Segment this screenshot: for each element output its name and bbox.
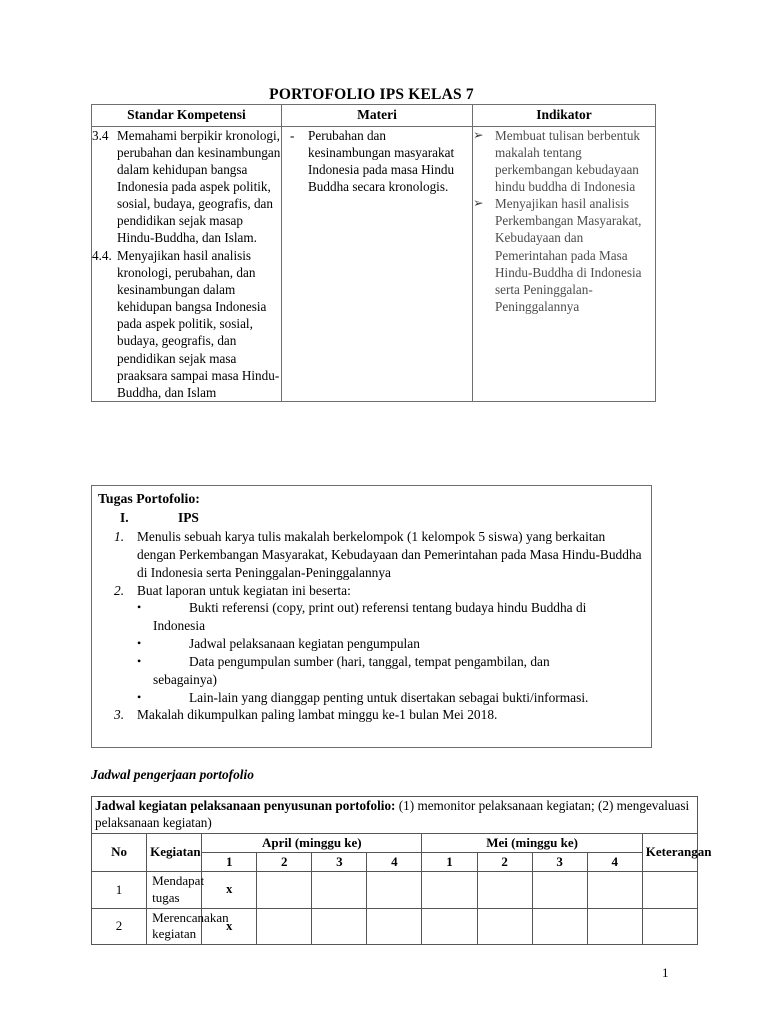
header-standar-kompetensi: Standar Kompetensi (92, 105, 282, 127)
week-header: 1 (422, 852, 477, 871)
arrow-bullet-icon: ➢ (473, 127, 484, 142)
dot-bullet-icon: • (137, 653, 142, 668)
tugas-item-text: Makalah dikumpulkan paling lambat minggu ke-1 bulan Mei 2018. (137, 707, 498, 723)
tugas-heading: Tugas Portofolio: (98, 491, 200, 506)
table-row (92, 871, 698, 908)
tugas-item (114, 528, 645, 581)
row-mark[interactable] (367, 908, 422, 945)
dot-bullet-icon: • (137, 689, 142, 704)
header-materi: Materi (282, 105, 473, 127)
row-mark[interactable] (532, 871, 587, 908)
row-mark[interactable] (422, 871, 477, 908)
tugas-roman-line (120, 509, 645, 527)
tugas-bullet-lead: Jadwal pelaksanaan kegiatan pengumpulan (189, 636, 420, 652)
tugas-item (114, 706, 645, 724)
indikator-entry (473, 127, 655, 196)
tugas-item-text: Buat laporan untuk kegiatan ini beserta: (137, 582, 351, 598)
row-mark[interactable] (477, 871, 532, 908)
materi-entry-text: Perubahan dan kesinambungan masyarakat Indonesia pada masa Hindu Buddha secara kronologis. (308, 127, 455, 194)
page-number: 1 (662, 965, 669, 980)
sk-entry-number: 3.4 (92, 127, 109, 143)
header-no: No (92, 833, 147, 871)
row-mark[interactable] (367, 871, 422, 908)
week-header: 1 (202, 852, 257, 871)
dot-bullet-icon: • (137, 600, 142, 615)
materi-entry (282, 127, 472, 196)
header-april: April (minggu ke) (202, 833, 422, 852)
row-mark[interactable] (532, 908, 587, 945)
header-kegiatan: Kegiatan (147, 833, 202, 871)
cell-standar-kompetensi (92, 126, 282, 402)
row-mark[interactable] (587, 871, 642, 908)
row-mark[interactable] (312, 871, 367, 908)
dash-bullet-icon: - (290, 127, 295, 143)
row-mark[interactable] (587, 908, 642, 945)
tugas-bullet (137, 689, 645, 707)
tugas-bullet-lead: Lain-lain yang dianggap penting untuk disertakan sebagai bukti/informasi. (189, 689, 589, 705)
tugas-item-text: Menulis sebuah karya tulis makalah berkelompok (1 kelompok 5 siswa) yang berkaitan dengan Perkembangan Masyarakat, Kebudayaan dan Pemerintahan pada Masa Hindu-Buddha di Indonesia serta Peninggalan-Peninggalannya (137, 529, 642, 580)
tugas-bullet-text (153, 653, 645, 689)
competency-table (91, 104, 656, 402)
indikator-entry-text: Menyajikan hasil analisis Perkembangan Masyarakat, Kebudayaan dan Pemerintahan pada Masa Hindu-Buddha di Indonesia serta Peninggalan-Peninggalannya (495, 196, 642, 315)
tugas-bullet-lead: Data pengumpulan sumber (hari, tanggal, tempat pengambilan, dan (189, 653, 550, 669)
row-mark[interactable] (312, 908, 367, 945)
tugas-item-marker: 2. (114, 582, 125, 598)
week-header: 4 (587, 852, 642, 871)
row-mark[interactable] (257, 908, 312, 945)
jadwal-caption: Jadwal pengerjaan portofolio (91, 767, 254, 782)
schedule-title-rest: (1) memonitor pelaksanaan kegiatan; (2) mengevaluasi pelaksanaan kegiatan) (95, 798, 690, 830)
indikator-entry (473, 195, 655, 315)
row-mark[interactable]: x (202, 871, 257, 908)
tugas-item-marker: 1. (114, 529, 125, 545)
schedule-header-row-top (92, 833, 698, 852)
row-no: 2 (92, 908, 147, 945)
row-keterangan[interactable] (642, 871, 697, 908)
row-kegiatan: Merencanakan kegiatan (147, 908, 202, 945)
week-header: 2 (477, 852, 532, 871)
page-title: PORTOFOLIO IPS KELAS 7 (269, 86, 474, 103)
week-header: 4 (367, 852, 422, 871)
week-header: 3 (312, 852, 367, 871)
tugas-roman-number: I. (120, 510, 129, 526)
header-indikator: Indikator (473, 105, 656, 127)
tugas-bullet-text (189, 635, 645, 653)
tugas-item-marker: 3. (114, 707, 125, 723)
row-mark[interactable]: x (202, 908, 257, 945)
row-mark[interactable] (477, 908, 532, 945)
arrow-bullet-icon: ➢ (473, 196, 484, 211)
schedule-title-row (92, 797, 698, 834)
tugas-bullet-lead: Bukti referensi (copy, print out) referensi tentang budaya hindu Buddha di (189, 600, 587, 616)
tugas-bullet-cont: sebagainya) (153, 671, 217, 687)
week-header: 3 (532, 852, 587, 871)
row-keterangan[interactable] (642, 908, 697, 945)
cell-materi (282, 126, 473, 402)
row-kegiatan: Mendapat tugas (147, 871, 202, 908)
tugas-roman-label: IPS (178, 510, 199, 526)
tugas-item (114, 582, 645, 600)
sk-entry-text: Menyajikan hasil analisis kronologi, perubahan, dan kesinambungan dalam kehidupan bangsa Indonesia pada aspek politik, sosial, budaya, geografis, dan pendidikan sejak masa praaksara sampai masa Hindu-Buddha, dan Islam (117, 247, 280, 400)
tugas-bullet-cont: Indonesia (153, 618, 206, 634)
cell-indikator (473, 126, 656, 402)
competency-table-header-row (92, 105, 656, 127)
sk-entry-text: Memahami berpikir kronologi, perubahan dan kesinambungan dalam kehidupan bangsa Indonesia pada aspek politik, sosial, budaya, geografis, dan pendidikan sejak masap Hindu-Buddha, dan Islam. (117, 127, 281, 246)
tugas-bullet (137, 599, 645, 635)
header-keterangan: Keterangan (642, 833, 697, 871)
row-mark[interactable] (257, 871, 312, 908)
schedule-table (91, 796, 712, 945)
tugas-bullet (137, 635, 645, 653)
competency-table-body-row (92, 126, 656, 402)
tugas-bullet-text (153, 599, 645, 635)
dot-bullet-icon: • (137, 636, 142, 651)
schedule-title-cell (92, 797, 698, 834)
table-row (92, 908, 698, 945)
sk-entry (92, 247, 281, 401)
indikator-entry-text: Membuat tulisan berbentuk makalah tentang perkembangan kebudayaan hindu buddha di Indonesia (495, 127, 641, 194)
tugas-portofolio-box (91, 485, 652, 748)
header-mei: Mei (minggu ke) (422, 833, 642, 852)
schedule-title-bold: Jadwal kegiatan pelaksanaan penyusunan portofolio: (95, 798, 396, 813)
sk-entry (92, 127, 281, 247)
week-header: 2 (257, 852, 312, 871)
row-mark[interactable] (422, 908, 477, 945)
sk-entry-number: 4.4. (92, 247, 112, 263)
tugas-bullet-text (189, 689, 645, 707)
tugas-bullet (137, 653, 645, 689)
row-no: 1 (92, 871, 147, 908)
